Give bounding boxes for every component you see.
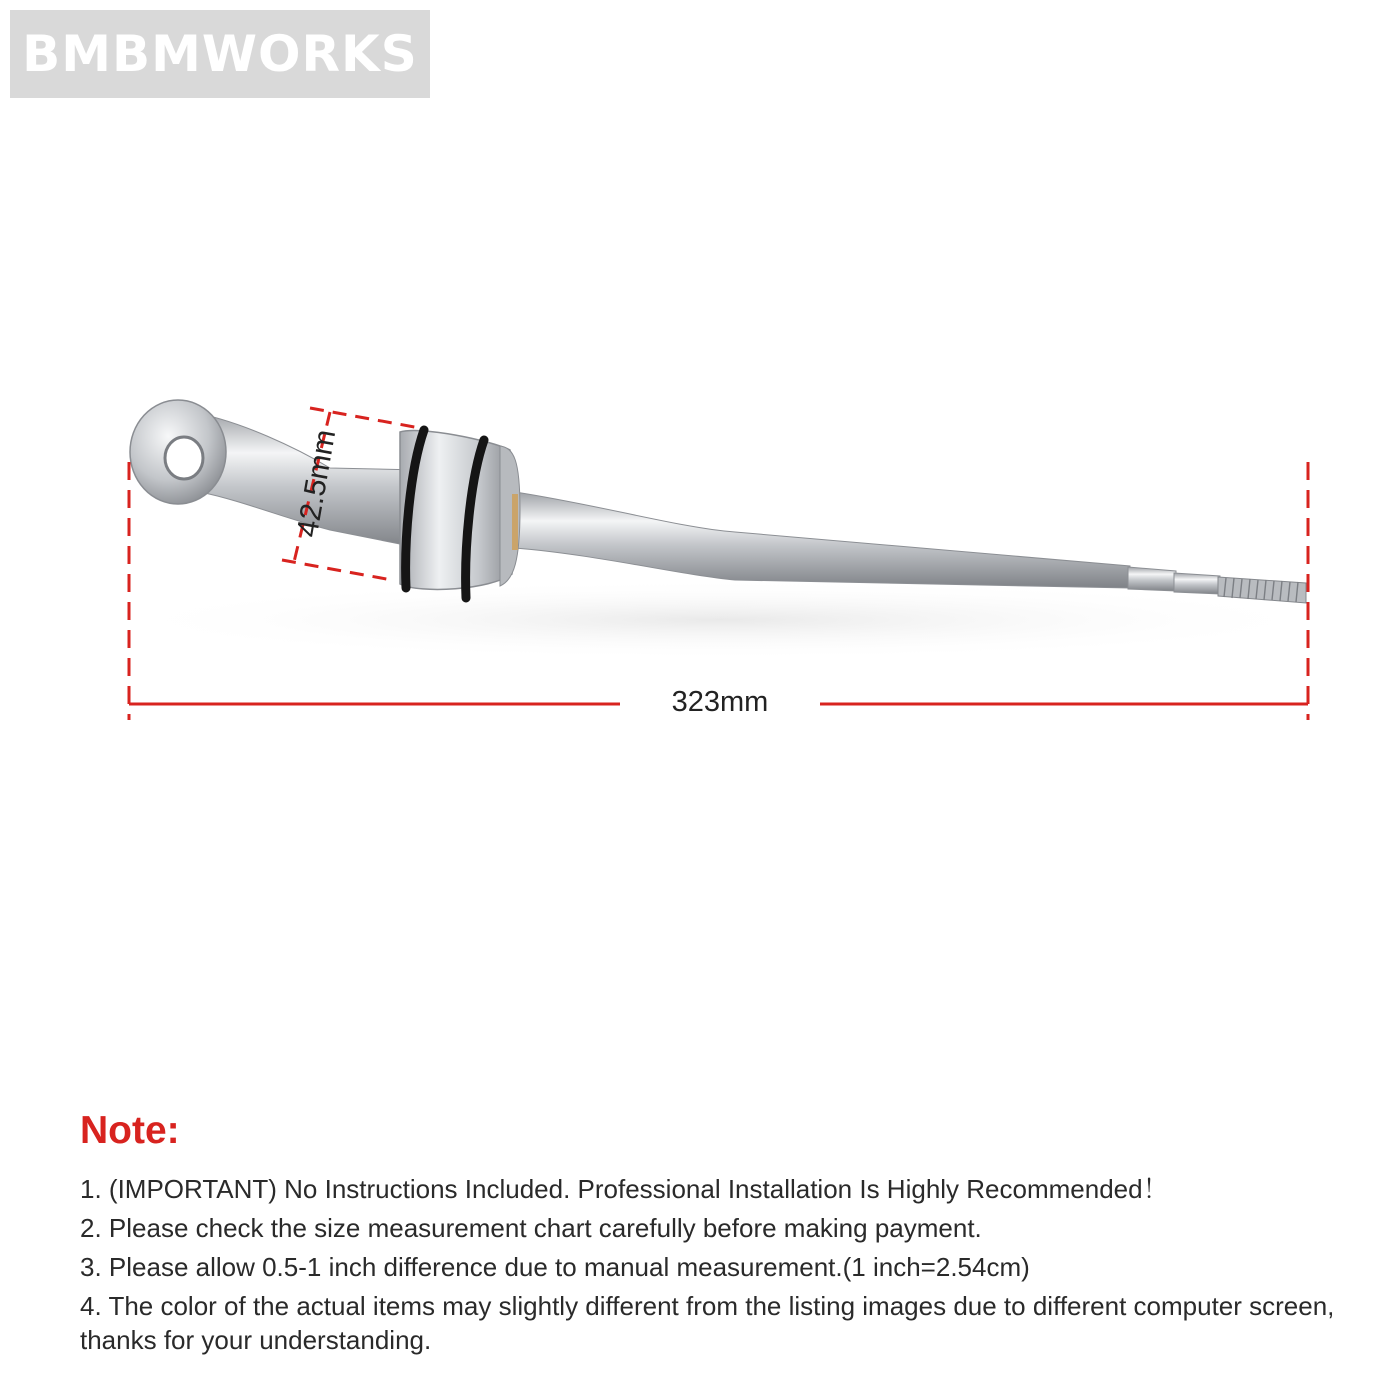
shaft-step-1	[1128, 567, 1176, 591]
note-item: 3. Please allow 0.5-1 inch difference due to manual measurement.(1 inch=2.54cm)	[80, 1252, 1030, 1282]
shifter-shaft	[515, 492, 1130, 588]
note-item: 2. Please check the size measurement chart carefully before making payment.	[80, 1213, 982, 1243]
length-dimension-label: 323mm	[671, 686, 769, 718]
shaft-step-2	[1174, 573, 1220, 594]
note-item: 4. The color of the actual items may slightly different from the listing images due to different computer screen, thanks for your understanding.	[80, 1291, 1335, 1355]
notes-section	[80, 1108, 1370, 1362]
notes-title: Note:	[80, 1109, 180, 1152]
brand-name: BMBMWORKS	[22, 25, 418, 83]
diameter-dimension-label: 42.5mm	[290, 427, 343, 540]
note-item: 1. (IMPORTANT) No Instructions Included. Professional Installation Is Highly Recommended！	[80, 1174, 1169, 1204]
diameter-extension-bottom	[282, 560, 392, 580]
eyelet-hole	[165, 437, 203, 479]
floor-shadow	[100, 580, 1340, 660]
notes-list	[80, 1172, 1370, 1357]
collar-washer	[512, 494, 518, 550]
